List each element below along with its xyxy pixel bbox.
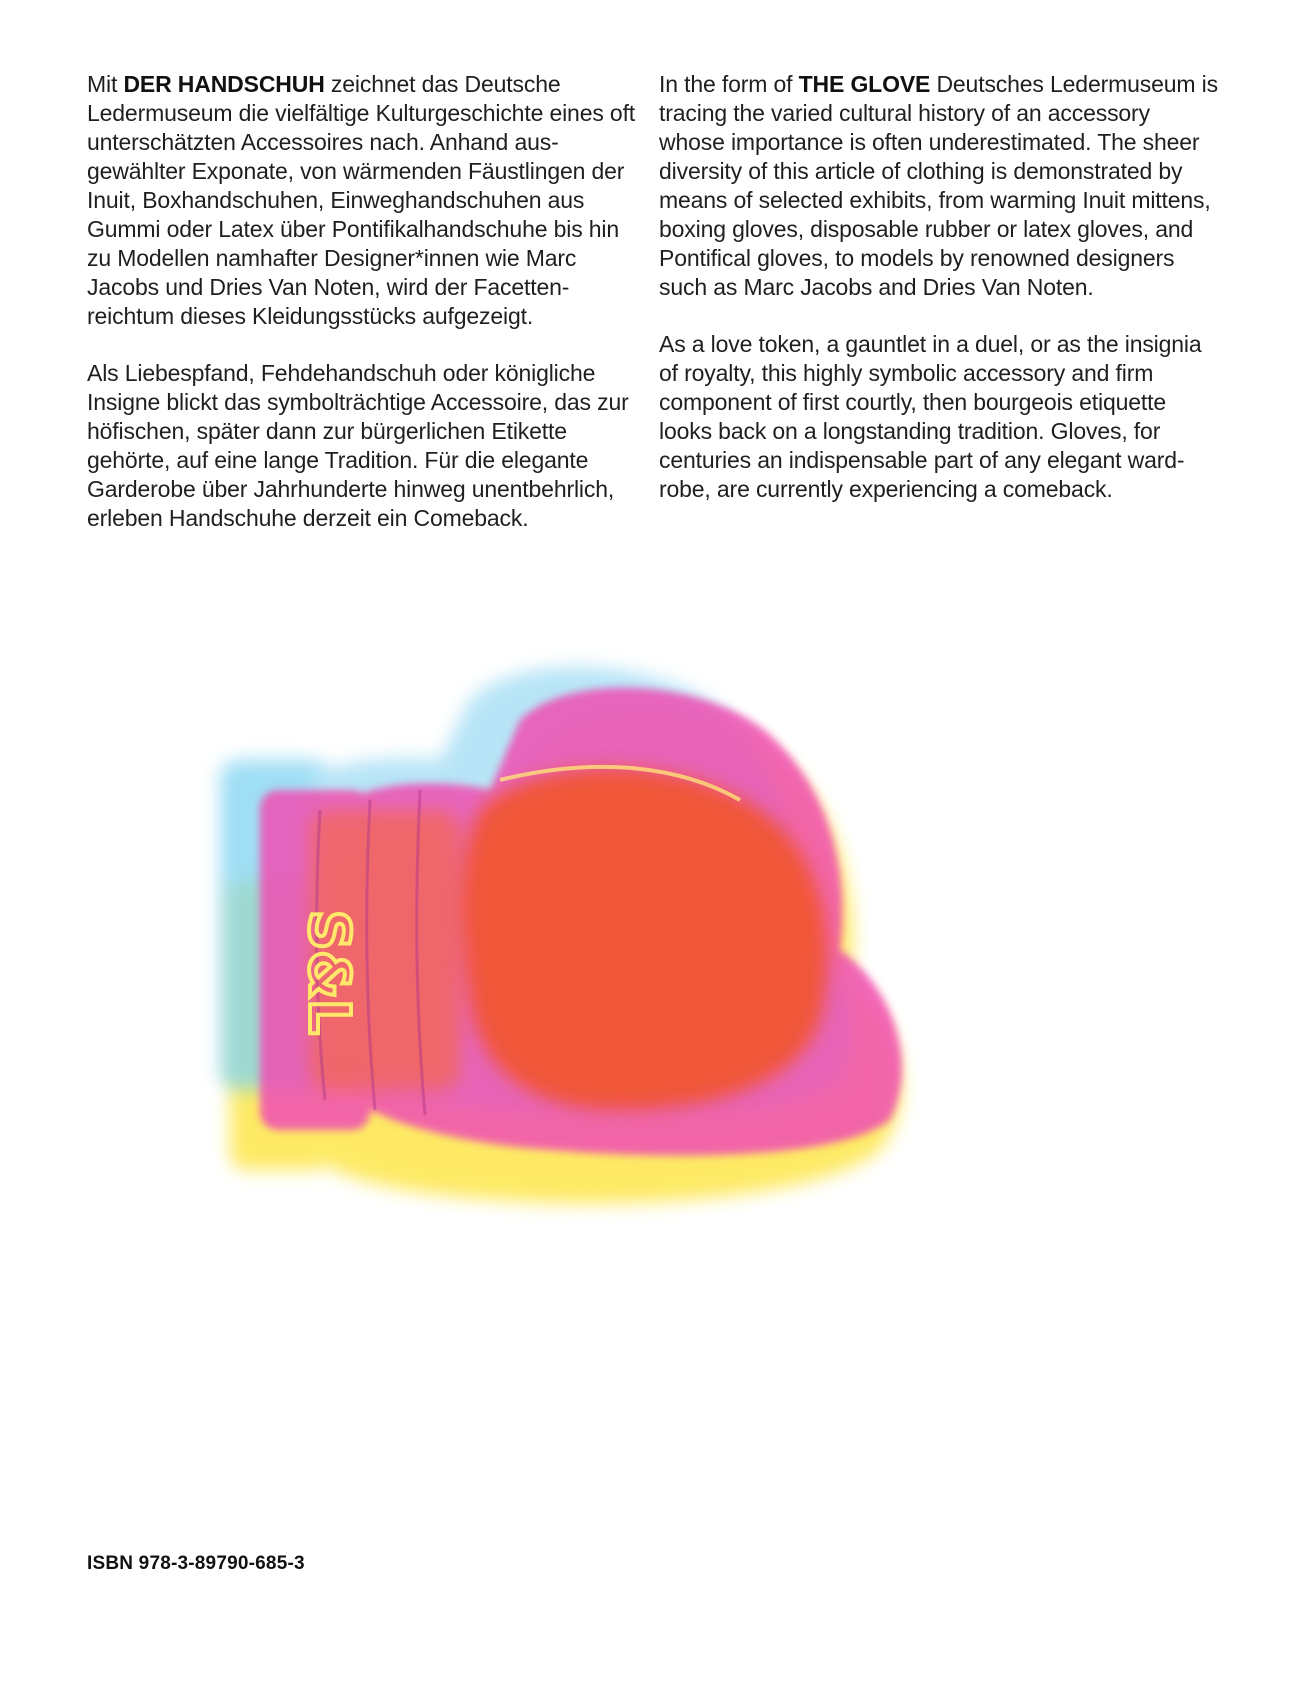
german-intro: Mit [87,71,124,97]
english-title: THE GLOVE [798,71,931,97]
german-paragraph-2: Als Liebespfand, Fehdehandschuh oder königliche Insigne blickt das symbolträchtige Accessoire, das zur höfischen, später dann zur bürgerlichen Etikette gehörte, auf eine lange Tradition. Für die elegante Garderobe über Jahrhunderte hinweg unentbehrlich, erleben Handschuhe derzeit ein Comeback. [87,360,629,531]
german-title: DER HANDSCHUH [123,71,325,97]
boxing-glove-illustration [200,640,1040,1260]
german-body-1: zeichnet das Deutsche Ledermuseum die vielfältige Kulturgeschichte eines oft unterschätzten Accessoires nach. Anhand aus-gewählter Exponate, von wärmenden Fäustlingen der Inuit, Boxhandschuhen, Einweghandschuhen aus Gummi oder Latex über Pontifikalhandschuhe bis hin zu Modellen namhafter Designer*innen wie Marc Jacobs und Dries Van Noten, wird der Facetten-reichtum dieses Kleidungsstücks aufgezeigt. [87,71,636,329]
english-body-1: Deutsches Ledermuseum is tracing the varied cultural history of an accessory whose importance is often underestimated. The sheer diversity of this article of clothing is demonstrated by means of selected exhibits, from warming Inuit mittens, boxing gloves, disposable rubber or latex gloves, and Pontifical gloves, to models by renowned designers such as Marc Jacobs and Dries Van Noten. [659,71,1218,300]
english-intro: In the form of [659,71,799,97]
english-paragraph-2: As a love token, a gauntlet in a duel, or as the insignia of royalty, this highly symbolic accessory and firm component of first courtly, then bourgeois etiquette looks back on a longstanding tradition. Gloves, for centuries an indispensable part of any elegant ward-robe, are currently experiencing a comeback. [659,331,1202,502]
english-text-column [659,70,1219,532]
english-paragraph-1 [659,70,1219,302]
glove-lettering [296,910,361,1035]
german-paragraph-1 [87,70,647,331]
glove-layer-orange [310,769,828,1110]
glove-lettering-text: S&L [296,910,361,1035]
isbn-number: ISBN 978-3-89790-685-3 [87,1553,305,1574]
german-text-column [87,70,647,561]
